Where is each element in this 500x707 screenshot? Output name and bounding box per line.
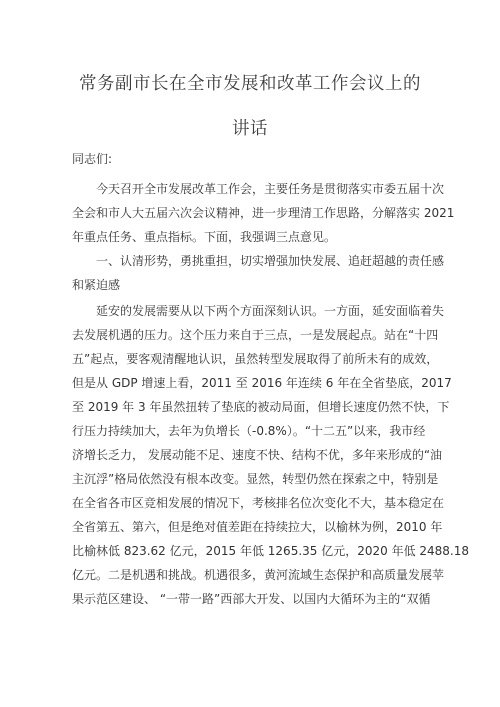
body-line: 在全省各市区竞相发展的情况下，考核排名位次变化不大，基本稳定在 (72, 496, 445, 510)
body-line: 全会和市人大五届六次会议精神，进一步理清工作思路，分解落实 2021 (72, 206, 455, 220)
body-line: 五”起点，要客观清醒地认识，虽然转型发展取得了前所未有的成效， (72, 352, 439, 366)
body-line: 亿元。二是机遇和挑战。机遇很多，黄河流域生态保护和高质量发展苹 (72, 568, 445, 582)
body-line: 至 2019 年 3 年虽然扭转了垫底的被动局面，但增长速度仍然不快，下 (72, 400, 450, 414)
body-line: 比榆林低 823.62 亿元，2015 年低 1265.35 亿元，2020 年低 2488.18 (72, 544, 470, 558)
body-line: 行压力持续加大，去年为负增长（-0.8%）。“十二五”以来，我市经 (72, 424, 426, 438)
document-title-line-1: 常务副市长在全市发展和改革工作会议上的 (79, 74, 421, 94)
salutation: 同志们: (72, 152, 113, 166)
body-line: 年重点任务、重点指标。下面，我强调三点意见。 (72, 230, 337, 244)
body-line: 延安的发展需要从以下两个方面深刻认识。一方面，延安面临着失 (96, 304, 445, 318)
body-line: 果示范区建设、 “一带一路”西部大开发、以国内大循环为主的“双循 (72, 592, 431, 606)
body-line: 全省第五、第六，但是绝对值差距在持续拉大，以榆林为例，2010 年 (72, 520, 443, 534)
section-heading-line: 和紧迫感 (72, 278, 121, 292)
body-line: 去发展机遇的压力。这个压力来自于三点，一是发展起点。站在“十四 (72, 328, 439, 342)
body-line: 今天召开全市发展改革工作会，主要任务是贯彻落实市委五届十次 (96, 182, 445, 196)
body-line: 济增长乏力， 发展动能不足、速度不快、结构不优，多年来形成的“油 (72, 448, 443, 462)
document-title-line-2: 讲话 (232, 119, 268, 139)
body-line: 但是从 GDP 增速上看，2011 至 2016 年连续 6 年在全省垫底，2017 (72, 376, 452, 390)
body-line: 主沉浮”格局依然没有根本改变。显然，转型仍然在探索之中，特别是 (72, 472, 439, 486)
section-heading-line: 一、认清形势，勇挑重担，切实增强加快发展、追赶超越的责任感 (96, 254, 445, 268)
